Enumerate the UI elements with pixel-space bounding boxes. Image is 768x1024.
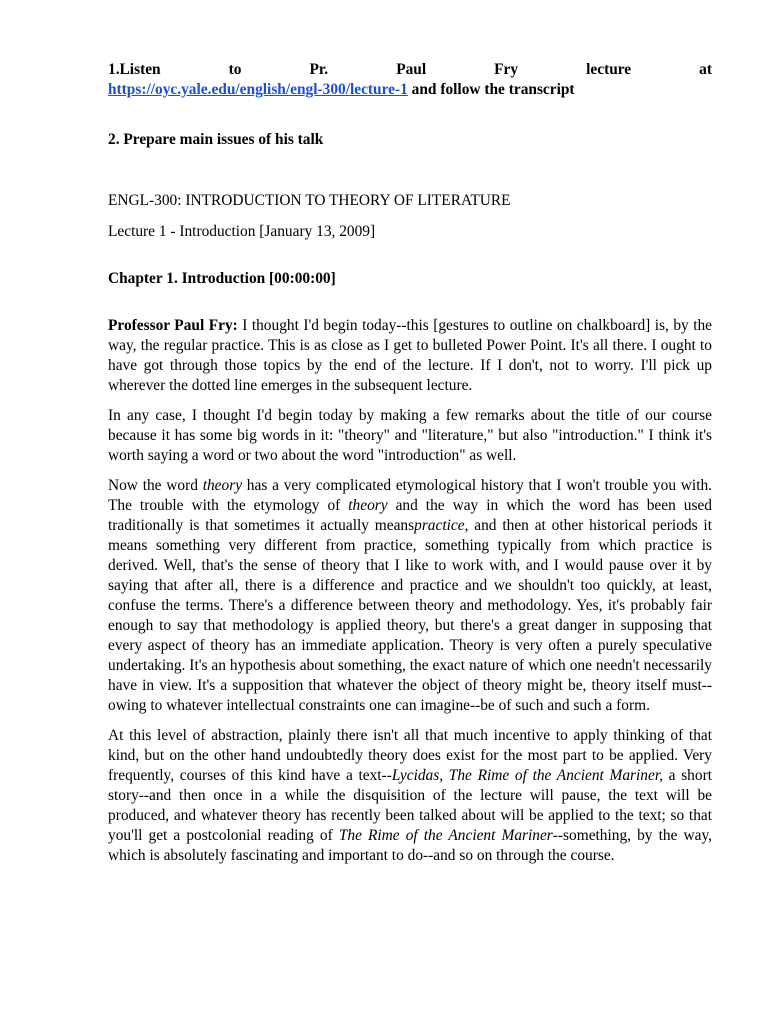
task-1-words (108, 60, 712, 80)
spacer (108, 150, 712, 180)
p3-italic-practice: practice (414, 517, 465, 535)
task-1-word-5: lecture (586, 61, 632, 78)
p3-italic-theory-1: theory (202, 477, 243, 495)
spacer (108, 258, 712, 269)
transcript-paragraph-2: In any case, I thought I'd begin today by making a few remarks about the title of our course because it has some big words in it: "theory" and "literature," but also "introduction." I think it's worth saying a word or two about the word "introduction" as well. (108, 407, 712, 465)
task-1-word-6: at (699, 61, 712, 78)
task-1-word-2: Pr. (309, 61, 329, 78)
spacer (108, 242, 712, 258)
transcript-paragraph-4 (108, 726, 712, 866)
p4-segment-c: --something, by the way, which is absolutely fascinating and important to do--and so on through the course. (108, 827, 712, 865)
task-2-line: 2. Prepare main issues of his talk (108, 131, 324, 149)
spacer (108, 211, 712, 222)
p3-italic-theory-2: theory (348, 497, 388, 515)
spacer (108, 305, 712, 316)
p3-segment-b: has a very complicated etymological history that I won't trouble you with. The trouble with the etymology of (108, 477, 713, 515)
task-1-word-4: Fry (494, 61, 519, 78)
task-1-line (108, 60, 712, 100)
p4-segment-b: a short story--and then once in a while the disquisition of the lecture will pause, the text will be produced, and whatever theory has recently been talked about will be applied to the text; so that you'll get a postcolonial reading of (108, 767, 712, 845)
task-1-word-3: Paul (396, 61, 427, 78)
p3-segment-c: and the way in which the word has been used traditionally is that sometimes it actually means (108, 497, 712, 535)
paragraph-1-text: I thought I'd begin today--this [gestures to outline on chalkboard] is, by the way, the regular practice. This is as close as I get to bulleted Power Point. It's all there. I ought to have got through those topics by the end of the lecture. If I don't, not to worry. I'll pick up wherever the dotted line emerges in the subsequent lecture. (108, 317, 712, 395)
lecture-line: Lecture 1 - Introduction [January 13, 2009] (108, 223, 376, 241)
task-1-word-1: to (228, 61, 242, 78)
spacer (108, 289, 712, 305)
transcript-paragraph-3 (108, 476, 712, 716)
document-content (108, 60, 712, 867)
transcript-paragraph-1 (108, 316, 712, 396)
task-1-word-0: 1.Listen (108, 61, 161, 78)
lecture-url-link[interactable]: https://oyc.yale.edu/english/engl-300/lecture-1 (108, 81, 408, 99)
p3-segment-d: , and then at other historical periods it means something very different from practice, something typically from which practice is derived. Well, that's the sense of theory that I like to work with, and I would pause over it by saying that after all, there is a difference and practice and we shouldn't too quickly, at least, confuse the terms. There's a difference between theory and methodology. Yes, it's probably fair enough to say that methodology is applied theory, but there's a great danger in supposing that every aspect of theory has an immediate application. Theory is very often a purely speculative undertaking. It's an hypothesis about something, the exact nature of which one needn't necessarily have in view. It's a supposition that whatever the object of theory might be, theory itself must--owing to whatever intellectual constraints one can imagine--be of such and such a form. (108, 517, 712, 715)
task-1-tail: and follow the transcript (407, 81, 575, 99)
course-title: ENGL-300: INTRODUCTION TO THEORY OF LITERATURE (108, 192, 511, 210)
p4-italic-rime-title: The Rime of the Ancient Mariner (338, 827, 553, 845)
chapter-heading: Chapter 1. Introduction [00:00:00] (108, 270, 336, 288)
p3-segment-a: Now the word (108, 477, 203, 495)
spacer (108, 180, 712, 191)
p4-segment-a: At this level of abstraction, plainly there isn't all that much incentive to apply thinking of that kind, but on the other hand undoubtedly theory does exist for the most part to be applied. Very frequently, courses of this kind have a text-- (108, 727, 712, 785)
spacer (108, 100, 712, 130)
speaker-name: Professor Paul Fry: (108, 317, 238, 335)
p4-italic-titles: Lycidas, The Rime of the Ancient Mariner, (391, 767, 663, 785)
